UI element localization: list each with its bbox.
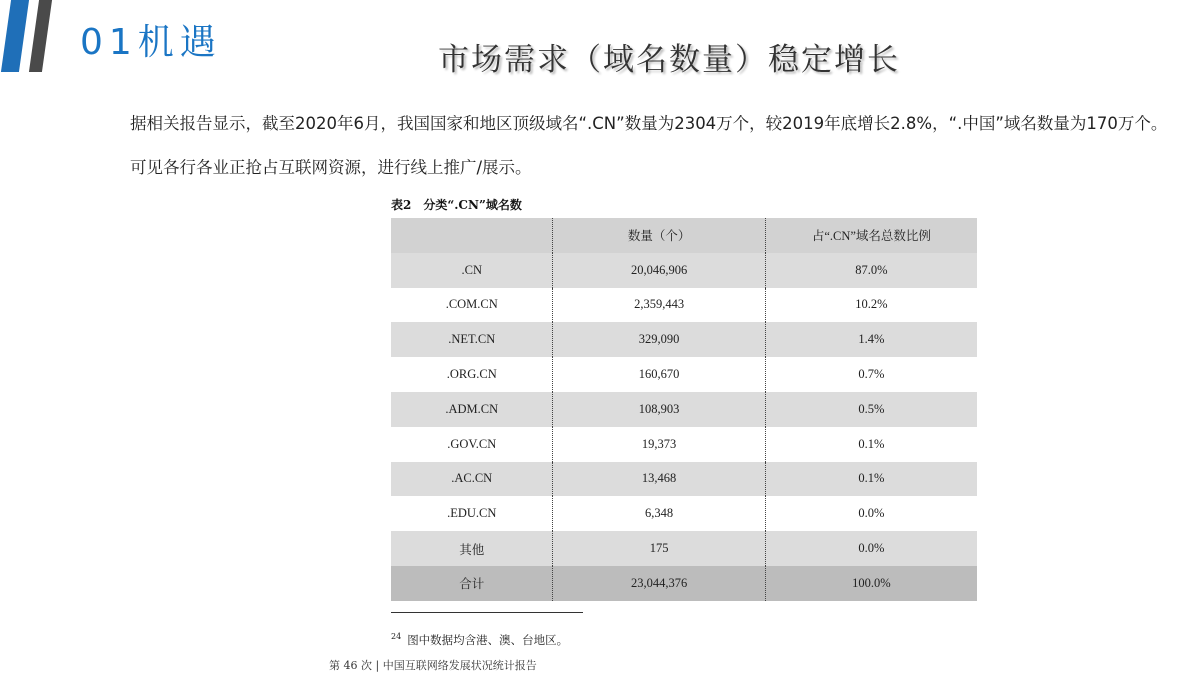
domain-name-cell: .AC.CN — [391, 462, 553, 497]
domain-count-cell: 329,090 — [553, 322, 765, 357]
domain-name-cell: .CN — [391, 253, 553, 288]
decorative-bar-dark — [29, 0, 52, 72]
table-total-row — [391, 566, 977, 601]
domain-name-cell: .ADM.CN — [391, 392, 553, 427]
domain-count-table — [391, 218, 977, 601]
domain-share-cell: 0.7% — [858, 367, 885, 382]
table-caption: 表2 分类“.CN”域名数 — [391, 198, 522, 212]
table-row — [391, 496, 977, 531]
page-footer: 第 46 次 | 中国互联网络发展状况统计报告 — [329, 659, 537, 672]
domain-name-cell: .NET.CN — [391, 322, 553, 357]
total-share-cell: 100.0% — [765, 566, 977, 601]
domain-share-cell: 87.0% — [765, 253, 977, 288]
footnote — [391, 632, 568, 648]
table-row — [391, 427, 977, 462]
section-title: 01机遇 — [80, 22, 222, 63]
table-row — [391, 462, 977, 497]
total-count-cell: 23,044,376 — [553, 566, 765, 601]
domain-name-cell: .GOV.CN — [391, 427, 553, 462]
domain-share-cell: 1.4% — [765, 322, 977, 357]
header-cell-share: 占“.CN”域名总数比例 — [765, 218, 977, 253]
footnote-marker: 24 — [391, 632, 402, 642]
domain-name-cell: .COM.CN — [391, 288, 553, 323]
table-row — [391, 288, 977, 323]
domain-count-cell: 108,903 — [553, 392, 765, 427]
header-cell-count: 数量（个） — [553, 218, 765, 253]
footnote-text: 图中数据均含港、澳、台地区。 — [407, 633, 569, 647]
domain-count-cell: 19,373 — [553, 427, 765, 462]
domain-share-cell: 0.0% — [858, 506, 885, 521]
table-row — [391, 253, 977, 288]
domain-share-cell: 0.1% — [858, 436, 885, 451]
domain-count-cell: 6,348 — [553, 496, 765, 531]
table-row — [391, 322, 977, 357]
header-cell-category — [391, 218, 553, 253]
domain-share-cell: 0.5% — [765, 392, 977, 427]
domain-share-cell: 10.2% — [855, 297, 888, 312]
domain-share-cell: 0.1% — [765, 462, 977, 497]
domain-name-cell: 其他 — [391, 531, 553, 566]
domain-count-cell: 175 — [553, 531, 765, 566]
domain-name-cell: .ORG.CN — [391, 357, 553, 392]
table-row — [391, 531, 977, 566]
slide-title: 市场需求（域名数量）稳定增长 — [438, 42, 900, 78]
decorative-bar-blue — [1, 0, 29, 72]
total-label-cell: 合计 — [391, 566, 553, 601]
table-row — [391, 357, 977, 392]
domain-count-cell: 13,468 — [553, 462, 765, 497]
domain-count-cell: 2,359,443 — [553, 288, 765, 323]
footnote-divider — [391, 612, 583, 613]
domain-count-cell: 20,046,906 — [553, 253, 765, 288]
domain-name-cell: .EDU.CN — [391, 496, 553, 531]
table-row — [391, 392, 977, 427]
domain-share-cell: 0.0% — [765, 531, 977, 566]
table-header-row — [391, 218, 977, 253]
intro-paragraph: 据相关报告显示，截至2020年6月，我国国家和地区顶级域名“.CN”数量为2304万个，较2019年底增长2.8%，“.中国”域名数量为170万个。可见各行各业正抢占互联网资源，进行线上推广/展示。 — [130, 114, 1168, 177]
domain-count-cell: 160,670 — [553, 357, 765, 392]
